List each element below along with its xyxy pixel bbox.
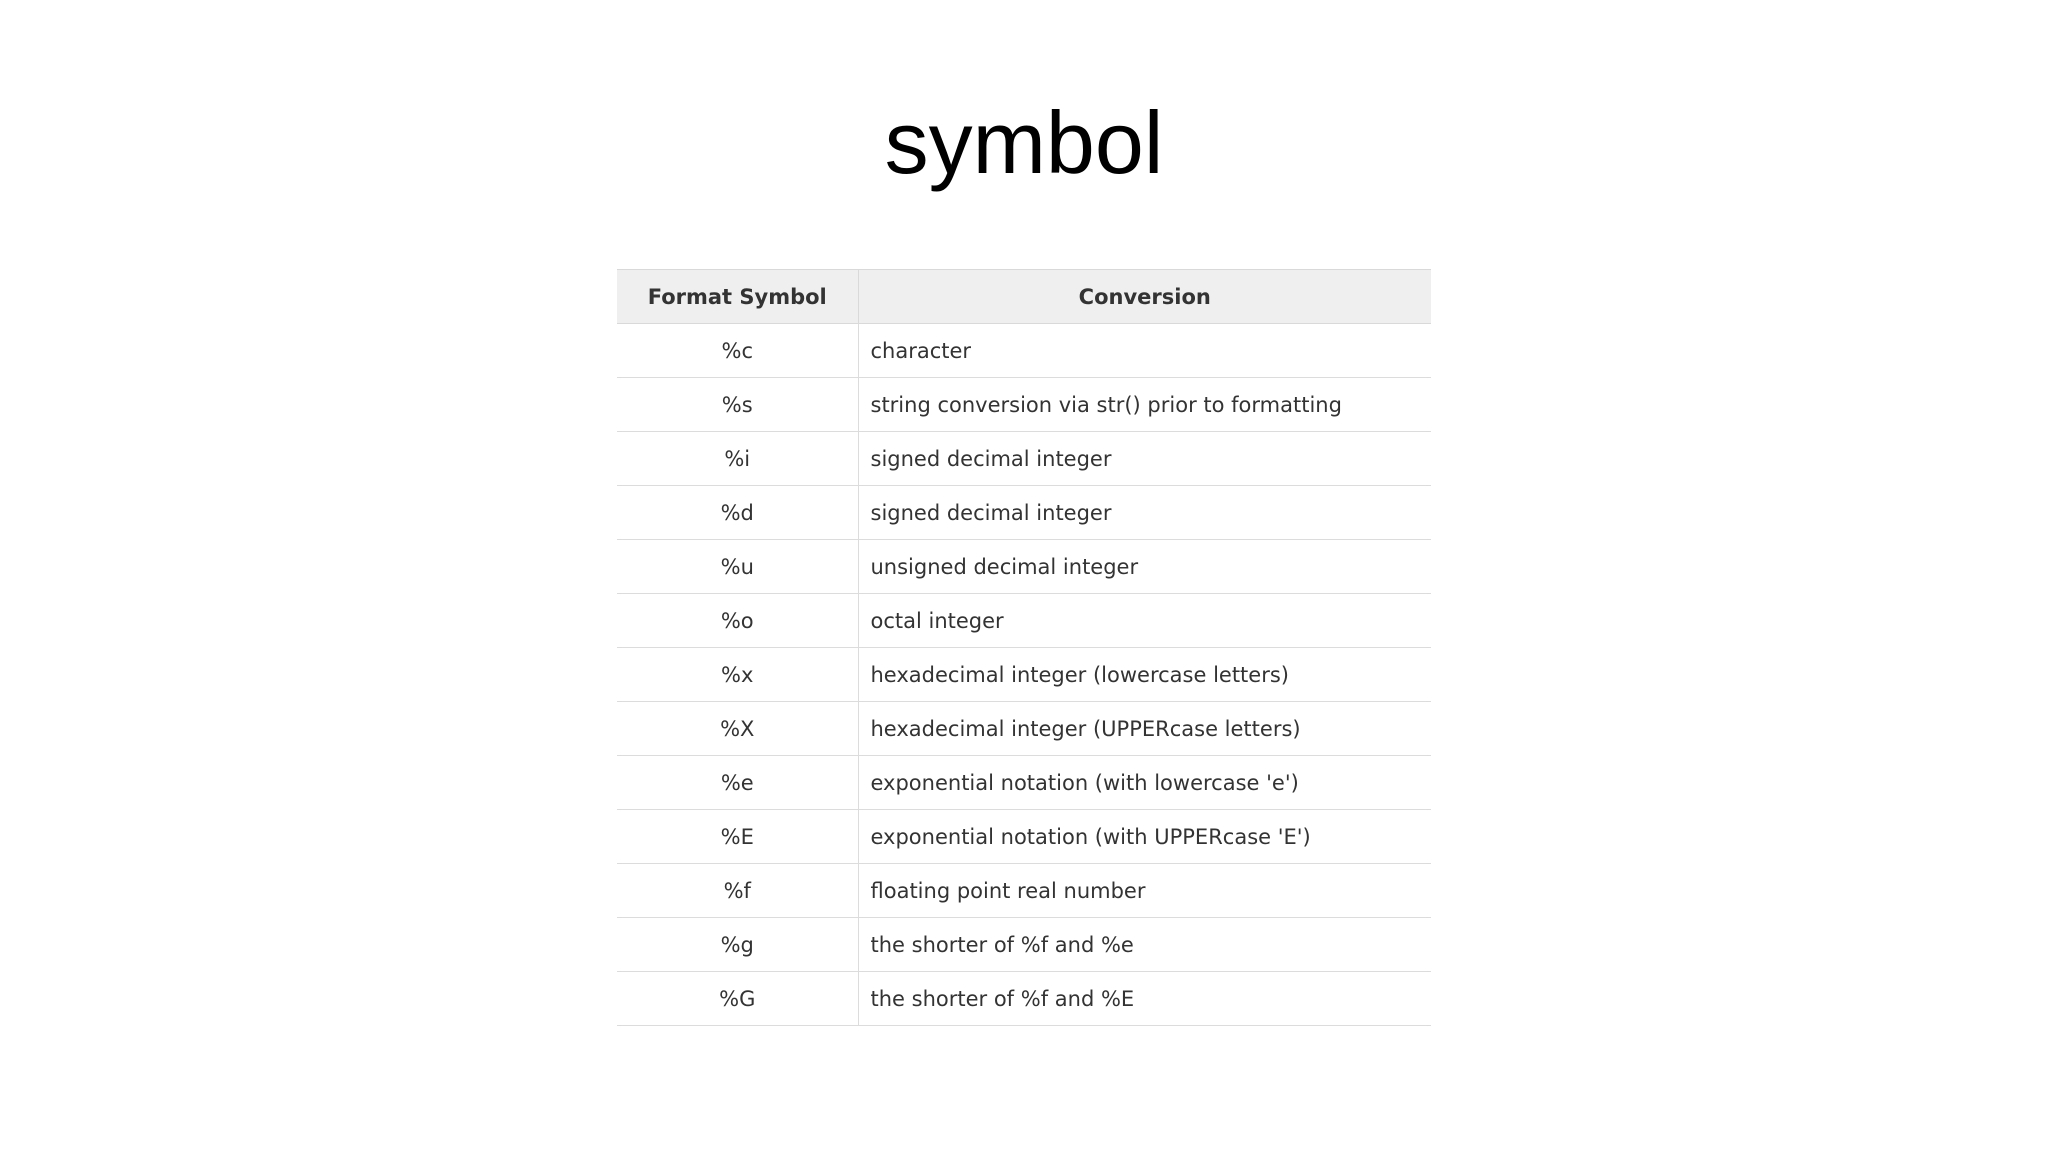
format-symbol-cell: %g: [617, 918, 858, 972]
conversion-cell: character: [858, 324, 1431, 378]
table-row: [617, 648, 1431, 702]
table-row: [617, 594, 1431, 648]
format-symbol-cell: %x: [617, 648, 858, 702]
column-header-conversion: Conversion: [858, 270, 1431, 324]
format-symbol-table: [617, 269, 1431, 1026]
table-row: [617, 702, 1431, 756]
conversion-cell: exponential notation (with lowercase 'e'): [858, 756, 1431, 810]
format-symbol-cell: %o: [617, 594, 858, 648]
format-symbol-cell: %e: [617, 756, 858, 810]
table-row: [617, 540, 1431, 594]
format-symbol-cell: %d: [617, 486, 858, 540]
table-row: [617, 810, 1431, 864]
conversion-cell: floating point real number: [858, 864, 1431, 918]
table-row: [617, 486, 1431, 540]
table-row: [617, 432, 1431, 486]
conversion-cell: octal integer: [858, 594, 1431, 648]
format-symbol-table-container: [617, 269, 1431, 1026]
table-row: [617, 972, 1431, 1026]
table-row: [617, 918, 1431, 972]
conversion-cell: signed decimal integer: [858, 486, 1431, 540]
conversion-cell: exponential notation (with UPPERcase 'E'): [858, 810, 1431, 864]
conversion-cell: hexadecimal integer (UPPERcase letters): [858, 702, 1431, 756]
conversion-cell: signed decimal integer: [858, 432, 1431, 486]
format-symbol-cell: %u: [617, 540, 858, 594]
table-row: [617, 378, 1431, 432]
format-symbol-cell: %G: [617, 972, 858, 1026]
table-body: [617, 324, 1431, 1026]
format-symbol-cell: %i: [617, 432, 858, 486]
conversion-cell: unsigned decimal integer: [858, 540, 1431, 594]
table-row: [617, 324, 1431, 378]
slide-title: symbol: [884, 93, 1164, 192]
format-symbol-cell: %X: [617, 702, 858, 756]
conversion-cell: the shorter of %f and %e: [858, 918, 1431, 972]
conversion-cell: hexadecimal integer (lowercase letters): [858, 648, 1431, 702]
table-row: [617, 864, 1431, 918]
format-symbol-cell: %c: [617, 324, 858, 378]
format-symbol-cell: %f: [617, 864, 858, 918]
column-header-format-symbol: Format Symbol: [617, 270, 858, 324]
format-symbol-cell: %E: [617, 810, 858, 864]
format-symbol-cell: %s: [617, 378, 858, 432]
table-header-row: [617, 270, 1431, 324]
conversion-cell: string conversion via str() prior to formatting: [858, 378, 1431, 432]
table-row: [617, 756, 1431, 810]
conversion-cell: the shorter of %f and %E: [858, 972, 1431, 1026]
